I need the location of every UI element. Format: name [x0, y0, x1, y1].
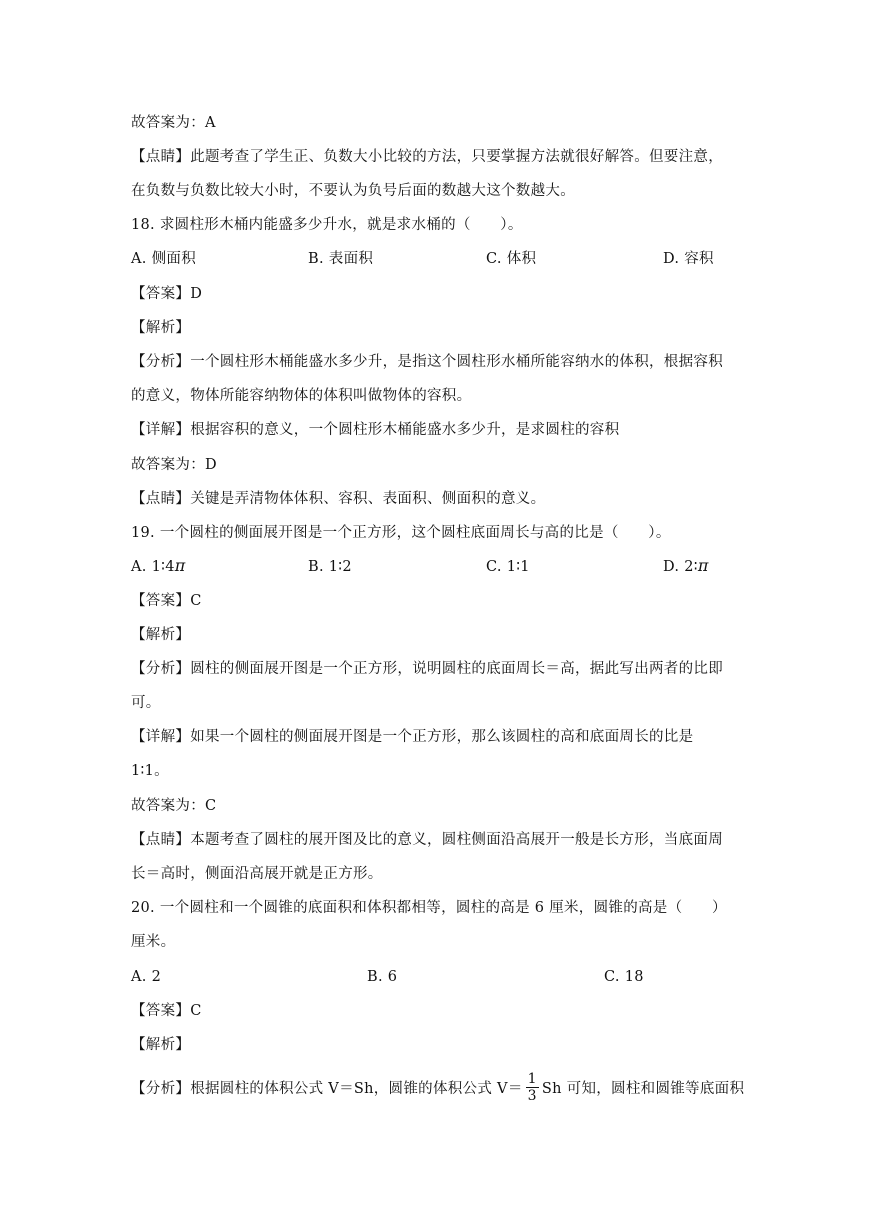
q20-analysis-heading: 【解析】 [131, 1037, 191, 1053]
fraction-numerator: 1 [527, 1070, 537, 1087]
q18-option-a: A. 侧面积 [131, 251, 196, 267]
question-20: 20. 一个圆柱和一个圆锥的底面积和体积都相等，圆柱的高是 6 厘米，圆锥的高是（ ） [131, 900, 727, 916]
q18-comment: 【点睛】关键是弄清物体体积、容积、表面积、侧面积的意义。 [131, 491, 546, 507]
q18-detail: 【详解】根据容积的意义，一个圆柱形木桶能盛水多少升，是求圆柱的容积 [131, 422, 620, 438]
pi-symbol: π [697, 556, 709, 575]
q19-comment: 【点睛】本题考查了圆柱的展开图及比的意义，圆柱侧面沿高展开一般是长方形，当底面周 [131, 832, 723, 848]
q18-analysis-heading: 【解析】 [131, 320, 191, 336]
question-20: 厘米。 [131, 934, 176, 950]
q18-option-b: B. 表面积 [308, 251, 374, 267]
q18-analysis: 【分析】一个圆柱形木桶能盛水多少升，是指这个圆柱形水桶所能容纳水的体积，根据容积 [131, 354, 723, 370]
fraction-one-third [526, 1071, 539, 1104]
q20-answer: 【答案】C [131, 1003, 202, 1019]
q19-option-a [131, 556, 186, 577]
question-19: 19. 一个圆柱的侧面展开图是一个正方形，这个圆柱底面周长与高的比是（ ）。 [131, 525, 671, 541]
q18-option-c: C. 体积 [486, 251, 537, 267]
q20-analysis-text-a: 【分析】根据圆柱的体积公式 V＝Sh，圆锥的体积公式 V＝ [131, 1081, 523, 1097]
q19-analysis: 可。 [131, 695, 161, 711]
q19-analysis: 【分析】圆柱的侧面展开图是一个正方形，说明圆柱的底面周长＝高，据此写出两者的比即 [131, 661, 723, 677]
q18-answer: 【答案】D [131, 286, 203, 302]
q20-option-b: B. 6 [367, 969, 398, 985]
q20-option-a: A. 2 [131, 969, 162, 985]
q19-analysis-heading: 【解析】 [131, 627, 191, 643]
answer-line: 故答案为：A [131, 115, 216, 131]
comment-line: 在负数与负数比较大小时，不要认为负号后面的数越大这个数越大。 [131, 183, 575, 199]
q19-option-d [663, 556, 709, 577]
q18-analysis: 的意义，物体所能容纳物体的体积叫做物体的容积。 [131, 388, 472, 404]
q19-final-answer: 故答案为：C [131, 798, 217, 814]
q19-option-b: B. 1∶2 [308, 559, 352, 575]
q20-option-c: C. 18 [604, 969, 644, 985]
fraction-denominator: 3 [527, 1087, 537, 1104]
question-18: 18. 求圆柱形木桶内能盛多少升水，就是求水桶的（ ）。 [131, 217, 523, 233]
q20-analysis-text-b: Sh 可知，圆柱和圆锥等底面积 [541, 1081, 745, 1097]
comment-line: 【点睛】此题考查了学生正、负数大小比较的方法，只要掌握方法就很好解答。但要注意， [131, 149, 723, 165]
q19-answer: 【答案】C [131, 593, 202, 609]
q19-option-d-text: D. 2∶ [663, 559, 698, 575]
q19-detail: 1∶1。 [131, 763, 169, 779]
q20-analysis [131, 1072, 744, 1106]
q19-comment: 长＝高时，侧面沿高展开就是正方形。 [131, 866, 383, 882]
q18-option-d: D. 容积 [663, 251, 714, 267]
q18-final-answer: 故答案为：D [131, 457, 217, 473]
q19-detail: 【详解】如果一个圆柱的侧面展开图是一个正方形，那么该圆柱的高和底面周长的比是 [131, 729, 694, 745]
q19-option-a-text: A. 1∶4 [131, 559, 175, 575]
pi-symbol: π [174, 556, 186, 575]
q19-option-c: C. 1∶1 [486, 559, 530, 575]
